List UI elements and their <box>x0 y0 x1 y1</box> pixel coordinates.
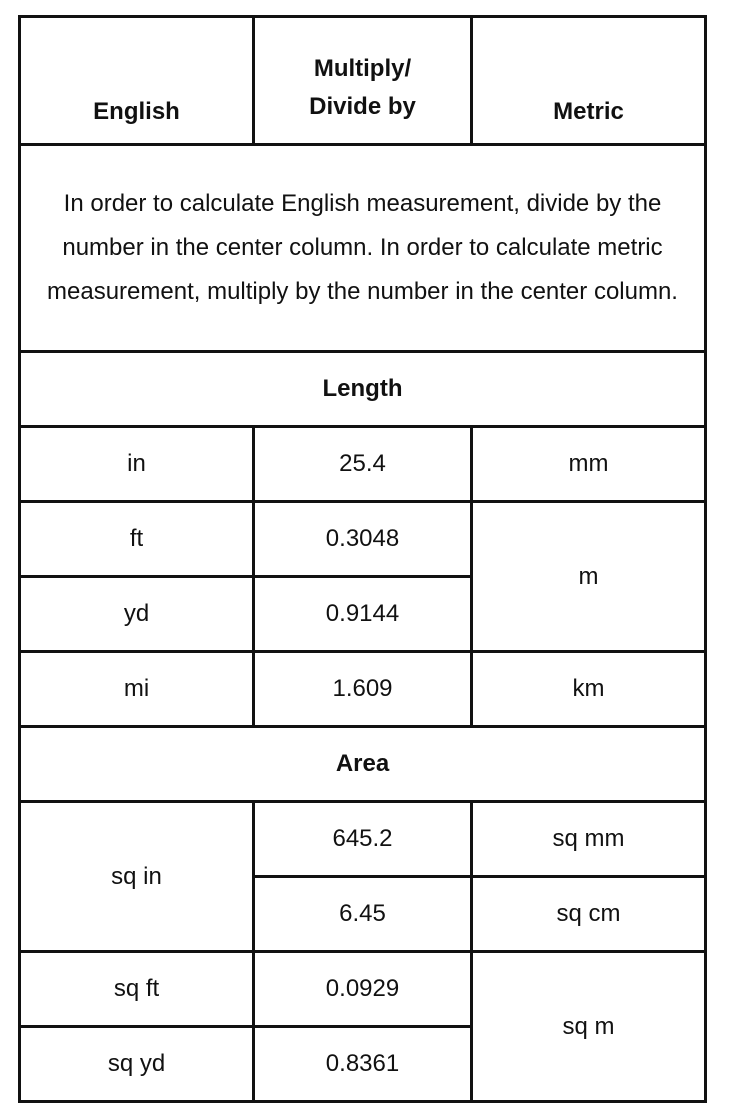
metric-unit: mm <box>472 427 706 502</box>
metric-unit: sq m <box>472 952 706 1102</box>
conversion-factor: 0.0929 <box>254 952 472 1027</box>
conversion-table <box>18 15 707 1103</box>
conversion-factor: 0.8361 <box>254 1027 472 1102</box>
section-title-area: Area <box>20 727 706 802</box>
conversion-factor: 645.2 <box>254 802 472 877</box>
table-row <box>20 502 706 577</box>
conversion-factor: 0.9144 <box>254 577 472 652</box>
english-unit: sq in <box>20 802 254 952</box>
metric-unit: sq mm <box>472 802 706 877</box>
metric-unit: sq cm <box>472 877 706 952</box>
header-english: English <box>20 17 254 145</box>
header-factor <box>254 17 472 145</box>
instructions-text: In order to calculate English measurement, divide by the number in the center column. In order to calculate metric measurement, multiply by the number in the center column. <box>20 145 706 352</box>
header-factor-line2: Divide by <box>309 93 416 120</box>
header-factor-line1: Multiply/ <box>313 55 412 82</box>
metric-unit: km <box>472 652 706 727</box>
section-area-row <box>20 727 706 802</box>
english-unit: in <box>20 427 254 502</box>
english-unit: sq yd <box>20 1027 254 1102</box>
header-row <box>20 17 706 145</box>
conversion-factor: 1.609 <box>254 652 472 727</box>
metric-unit: m <box>472 502 706 652</box>
table-row <box>20 952 706 1027</box>
table-row <box>20 427 706 502</box>
header-metric: Metric <box>472 17 706 145</box>
section-length-row <box>20 352 706 427</box>
conversion-factor: 0.3048 <box>254 502 472 577</box>
section-title-length: Length <box>20 352 706 427</box>
conversion-factor: 6.45 <box>254 877 472 952</box>
english-unit: mi <box>20 652 254 727</box>
instructions-row <box>20 145 706 352</box>
english-unit: yd <box>20 577 254 652</box>
table-row <box>20 802 706 877</box>
conversion-factor: 25.4 <box>254 427 472 502</box>
english-unit: ft <box>20 502 254 577</box>
table-row <box>20 652 706 727</box>
english-unit: sq ft <box>20 952 254 1027</box>
